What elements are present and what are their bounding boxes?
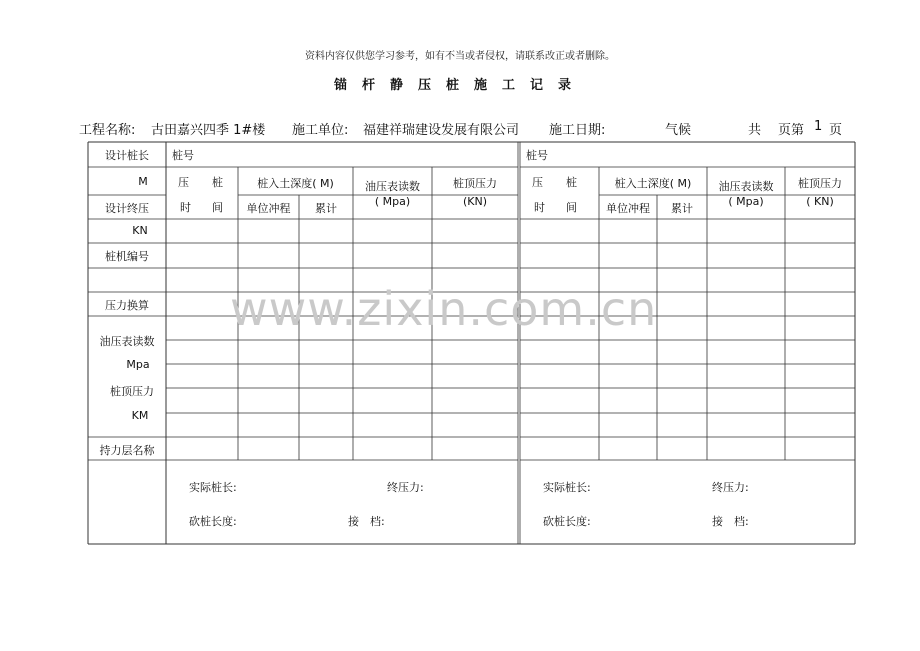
top-unit-header-left: (KN) xyxy=(462,195,488,208)
time-label-a-right: 时 xyxy=(534,201,545,214)
pile-no-label-right: 桩号 xyxy=(526,149,548,162)
label-unit-kn: KN xyxy=(132,224,148,237)
top-unit-header-right: ( KN) xyxy=(806,195,834,208)
page-total-label: 共 xyxy=(748,123,762,138)
page-number: 1 xyxy=(814,119,823,134)
label-oil-reading: 油压表读数 xyxy=(99,335,155,348)
date-label: 施工日期: xyxy=(549,123,606,138)
time-label-b-right: 间 xyxy=(566,201,577,214)
watermark: www.zixin.com.cn xyxy=(230,282,658,336)
page-prefix: 页第 xyxy=(778,123,805,138)
depth-header-right: 桩入土深度( M) xyxy=(614,177,692,190)
final-pressure-label-right: 终压力: xyxy=(712,481,749,494)
top-pressure-header-right: 桩顶压力 xyxy=(798,177,842,190)
label-unit-mpa: Mpa xyxy=(126,358,150,371)
time-label-a-left: 时 xyxy=(180,201,191,214)
press-label-a-left: 压 xyxy=(178,176,189,189)
unit-stroke-header-right: 单位冲程 xyxy=(606,202,650,215)
press-label-b-left: 桩 xyxy=(212,176,223,189)
page-suffix: 页 xyxy=(829,123,843,138)
label-bearing-layer: 持力层名称 xyxy=(99,444,155,457)
page-title: 锚杆静压桩施工记录 xyxy=(333,78,586,93)
project-label: 工程名称: xyxy=(79,123,136,138)
project-value: 古田嘉兴四季 1#楼 xyxy=(151,123,266,138)
actual-length-label-left: 实际桩长: xyxy=(189,481,237,494)
oil-reading-header-right: 油压表读数 xyxy=(718,180,774,193)
label-unit-m: M xyxy=(138,175,148,188)
pile-no-label-left: 桩号 xyxy=(172,149,194,162)
joint-label-left: 接 档: xyxy=(348,515,385,528)
oil-unit-header-left: ( Mpa) xyxy=(374,195,411,208)
joint-label-right: 接 档: xyxy=(712,515,749,528)
unit-label: 施工单位: xyxy=(292,123,349,138)
cut-length-label-left: 砍桩长度: xyxy=(189,515,237,528)
label-design-final-pressure: 设计终压 xyxy=(105,202,149,215)
label-pressure-conversion: 压力换算 xyxy=(105,299,149,312)
unit-stroke-header-left: 单位冲程 xyxy=(246,202,291,215)
label-design-length: 设计桩长 xyxy=(105,149,149,162)
cumulative-header-left: 累计 xyxy=(315,202,337,215)
actual-length-label-right: 实际桩长: xyxy=(543,481,591,494)
label-unit-km: KM xyxy=(131,409,149,422)
press-label-a-right: 压 xyxy=(532,176,543,189)
press-label-b-right: 桩 xyxy=(566,176,577,189)
final-pressure-label-left: 终压力: xyxy=(387,481,424,494)
cumulative-header-right: 累计 xyxy=(671,202,693,215)
label-top-pressure: 桩顶压力 xyxy=(110,385,154,398)
unit-value: 福建祥瑞建设发展有限公司 xyxy=(363,123,520,138)
top-pressure-header-left: 桩顶压力 xyxy=(453,177,497,190)
cut-length-label-right: 砍桩长度: xyxy=(543,515,591,528)
depth-header-left: 桩入土深度( M) xyxy=(257,177,334,190)
label-machine-no: 桩机编号 xyxy=(105,250,149,263)
oil-unit-header-right: ( Mpa) xyxy=(728,195,764,208)
disclaimer-notice: 资料内容仅供您学习参考，如有不当或者侵权，请联系改正或者删除。 xyxy=(305,51,615,62)
time-label-b-left: 间 xyxy=(212,201,223,214)
oil-reading-header-left: 油压表读数 xyxy=(365,180,420,193)
weather-label: 气候 xyxy=(665,123,692,138)
